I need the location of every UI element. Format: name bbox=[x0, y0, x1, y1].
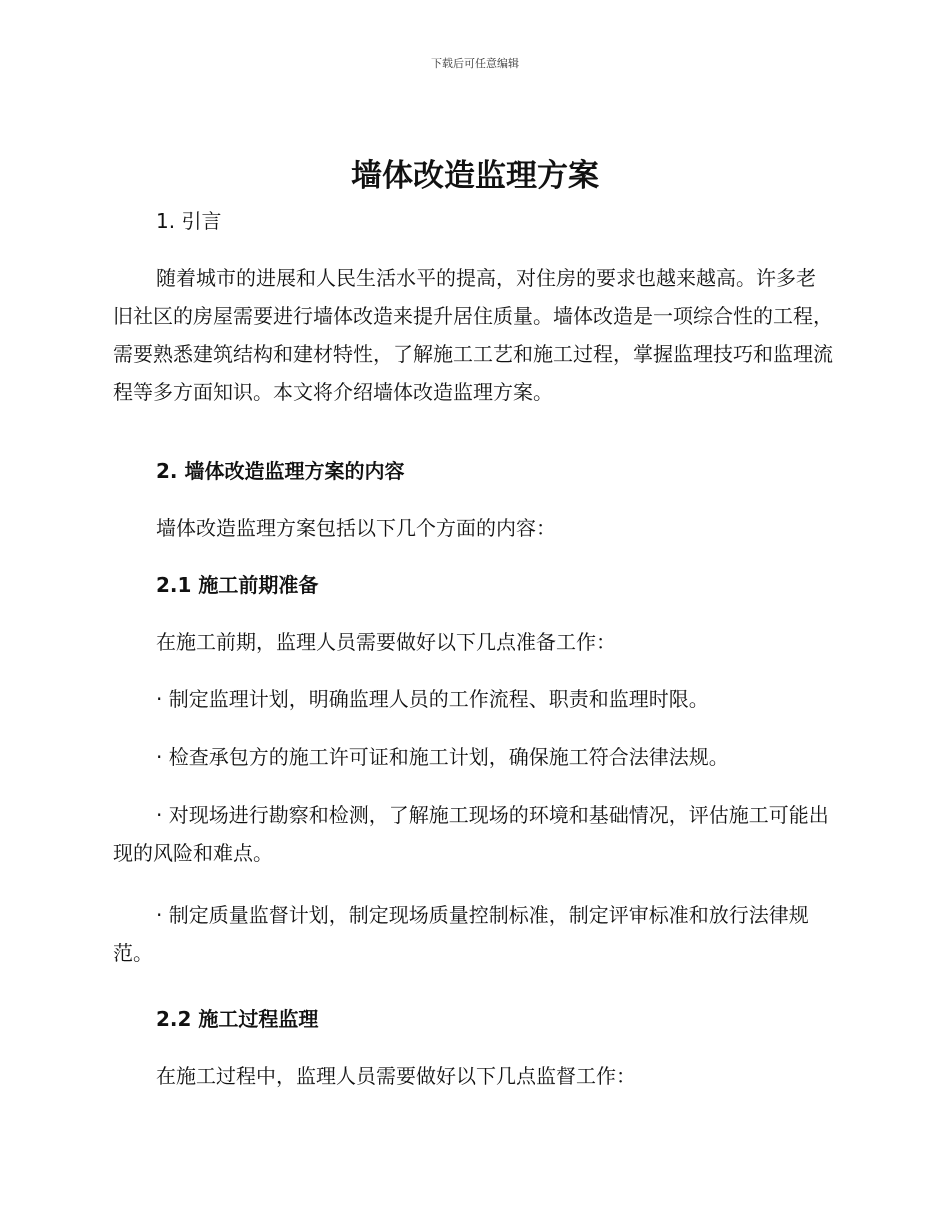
intro-heading: 1. 引言 bbox=[156, 209, 222, 233]
prep-list-item: · 对现场进行勘察和检测，了解施工现场的环境和基础情况，评估施工可能出现的风险和难点。 bbox=[113, 803, 829, 865]
header-note: 下载后可任意编辑 bbox=[431, 57, 519, 70]
content-heading: 2. 墙体改造监理方案的内容 bbox=[156, 459, 405, 483]
process-paragraph: 在施工过程中，监理人员需要做好以下几点监督工作： bbox=[156, 1064, 636, 1088]
content-paragraph: 墙体改造监理方案包括以下几个方面的内容： bbox=[156, 516, 556, 540]
prep-list-item: · 制定监理计划，明确监理人员的工作流程、职责和监理时限。 bbox=[156, 687, 709, 711]
intro-paragraph: 随着城市的进展和人民生活水平的提高，对住房的要求也越来越高。许多老旧社区的房屋需要进行墙体改造来提升居住质量。墙体改造是一项综合性的工程，需要熟悉建筑结构和建材特性，了解施工工艺和施工过程，掌握监理技巧和监理流程等多方面知识。本文将介绍墙体改造监理方案。 bbox=[113, 266, 833, 404]
prep-paragraph: 在施工前期，监理人员需要做好以下几点准备工作： bbox=[156, 630, 616, 654]
document-title: 墙体改造监理方案 bbox=[351, 158, 599, 194]
prep-list-item: · 制定质量监督计划，制定现场质量控制标准，制定评审标准和放行法律规范。 bbox=[113, 903, 809, 965]
prep-list-item: · 检查承包方的施工许可证和施工计划，确保施工符合法律法规。 bbox=[156, 745, 729, 769]
process-heading: 2.2 施工过程监理 bbox=[156, 1007, 319, 1031]
prep-heading: 2.1 施工前期准备 bbox=[156, 573, 319, 597]
